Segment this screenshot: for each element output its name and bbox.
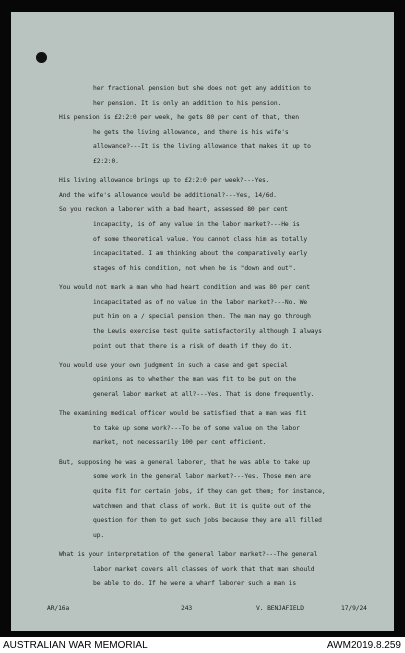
- footer-witness: V. BENJAFIELD: [256, 605, 304, 612]
- credit-accession: AWM2019.8.259: [326, 640, 401, 651]
- text-line: of some theoretical value. You cannot class him as totally: [93, 236, 308, 243]
- punch-hole: [36, 52, 47, 63]
- text-line: incapacity, is of any value in the labor market?---He is: [93, 221, 300, 228]
- footer-date: 17/9/24: [341, 605, 367, 612]
- text-line: His pension is £2:2:0 per week, he gets 80 per cent of that, then: [59, 114, 299, 121]
- text-line: But, supposing he was a general laborer, that he was able to take up: [59, 459, 310, 466]
- text-line: You would not mark a man who had heart condition and was 80 per cent: [59, 284, 310, 291]
- footer-reference: AR/16a: [47, 605, 70, 612]
- text-line: incapacitated. I am thinking about the comparatively early: [93, 250, 308, 257]
- text-line: His living allowance brings up to £2:2:0 per week?---Yes.: [59, 177, 270, 184]
- text-line: The examining medical officer would be satisfied that a man was fit: [59, 410, 307, 417]
- text-line: the Lewis exercise test quite satisfactorily although I always: [93, 328, 322, 335]
- text-line: general labor market at all?---Yes. That is done frequently.: [93, 391, 315, 398]
- text-line: her pension. It is only an addition to his pension.: [93, 100, 282, 107]
- text-line: allowance?---It is the living allowance that makes it up to: [93, 143, 311, 150]
- text-line: opinions as to whether the man was fit to be put on the: [93, 376, 297, 383]
- text-line: her fractional pension but she does not get any addition to: [93, 85, 311, 92]
- text-line: You would use your own judgment in such a case and get special: [59, 362, 288, 369]
- credit-bar: [0, 638, 405, 653]
- text-line: And the wife's allowance would be additional?---Yes, 14/6d.: [59, 192, 277, 199]
- text-line: up.: [93, 532, 105, 539]
- text-line: to take up some work?---To be of some value on the labor: [93, 425, 300, 432]
- text-line: be able to do. If he were a wharf laborer such a man is: [93, 580, 297, 587]
- text-line: put him on a / special pension then. The man may go through: [93, 313, 311, 320]
- document-page: [11, 12, 394, 631]
- text-line: quite fit for certain jobs, if they can get them; for instance,: [93, 488, 326, 495]
- text-line: incapacitated as of no value in the labor market?---No. We: [93, 299, 308, 306]
- text-line: some work in the general labor market?---Yes. Those men are: [93, 473, 311, 480]
- text-line: question for them to get such jobs because they are all filled: [93, 517, 322, 524]
- text-line: watchmen and that class of work. But it is quite out of the: [93, 503, 311, 510]
- text-line: So you reckon a laborer with a bad heart, assessed 80 per cent: [59, 206, 288, 213]
- footer-page-number: 243: [181, 605, 193, 612]
- text-line: £2:2:0.: [93, 158, 119, 165]
- text-line: point out that there is a risk of death if they do it.: [93, 343, 293, 350]
- text-line: market, not necessarily 100 per cent efficient.: [93, 439, 267, 446]
- text-line: What is your interpretation of the general labor market?---The general: [59, 551, 318, 558]
- text-line: labor market covers all classes of work that that man should: [93, 566, 315, 573]
- text-line: he gets the living allowance, and there is his wife's: [93, 129, 289, 136]
- credit-source: AUSTRALIAN WAR MEMORIAL: [3, 640, 148, 651]
- text-line: stages of his condition, not when he is "down and out".: [93, 265, 297, 272]
